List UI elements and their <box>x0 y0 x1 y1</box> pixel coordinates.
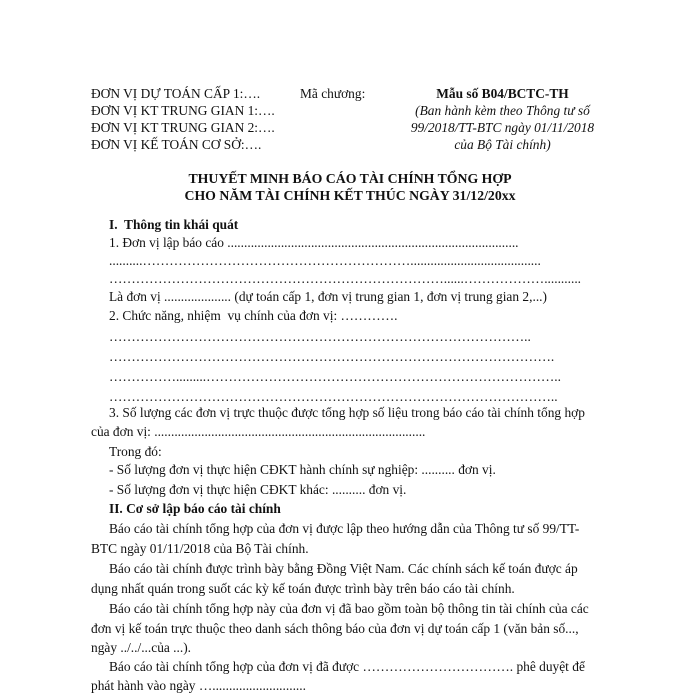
form-note-line-2: 99/2018/TT-BTC ngày 01/11/2018 <box>410 120 595 135</box>
functions-dots-3: …………….........…………………………………………………………………….. <box>109 369 561 384</box>
header-budget-unit-level1: ĐƠN VỊ DỰ TOÁN CẤP 1:…. <box>91 86 261 101</box>
chapter-code-label: Mã chương: <box>300 86 366 101</box>
basis-paragraph-4-line-2: phát hành vào ngày …............................ <box>91 678 306 693</box>
form-info-block <box>395 87 610 155</box>
section-1-heading: I. Thông tin khái quát <box>109 217 239 232</box>
header-intermediate-unit-1: ĐƠN VỊ KT TRUNG GIAN 1:…. <box>91 103 275 118</box>
basis-paragraph-2-line-2: dụng nhất quán trong suốt các kỳ kế toán được trình bày trên báo cáo tài chính. <box>91 581 515 596</box>
functions-dots-2: ………………………………………………………………………………………. <box>109 349 555 364</box>
admin-units-count-line: - Số lượng đơn vị thực hiện CĐKT hành chính sự nghiệp: .......... đơn vị. <box>109 462 496 477</box>
header-base-accounting-unit: ĐƠN VỊ KẾ TOÁN CƠ SỞ:…. <box>91 137 262 152</box>
basis-paragraph-4-line-1: Báo cáo tài chính tổng hợp của đơn vị đã được ……………………………. phê duyệt để <box>109 659 585 674</box>
basis-paragraph-3-line-3: ngày ../../...của ...). <box>91 640 192 655</box>
other-units-count-line: - Số lượng đơn vị thực hiện CĐKT khác: .......... đơn vị. <box>109 482 407 497</box>
reporting-unit-dots-1: ..........……………………………………………………....................................... <box>109 253 541 268</box>
unit-type-line: Là đơn vị .................... (dự toán cấp 1, đơn vị trung gian 1, đơn vị trung gian 2,...) <box>109 289 547 304</box>
functions-line: 2. Chức năng, nhiệm vụ chính của đơn vị: …………. <box>109 308 398 323</box>
basis-paragraph-2-line-1: Báo cáo tài chính được trình bày bằng Đồng Việt Nam. Các chính sách kế toán được áp <box>109 561 578 576</box>
report-title-line-2: CHO NĂM TÀI CHÍNH KẾT THÚC NGÀY 31/12/20xx <box>184 188 516 203</box>
reporting-unit-line: 1. Đơn vị lập báo cáo ....................................................................................... <box>109 235 519 250</box>
form-note-line-3: của Bộ Tài chính) <box>454 137 551 152</box>
form-note-line-1: (Ban hành kèm theo Thông tư số <box>415 103 590 118</box>
section-2-heading: II. Cơ sở lập báo cáo tài chính <box>109 501 281 516</box>
of-which-label: Trong đó: <box>109 444 162 459</box>
basis-paragraph-1-line-1: Báo cáo tài chính tổng hợp của đơn vị được lập theo hướng dẫn của Thông tư số 99/TT- <box>109 521 580 536</box>
functions-dots-1: ………………………………………………………………………………….. <box>109 329 531 344</box>
functions-dots-4: ……………………………………………………………………………………….. <box>109 389 558 404</box>
basis-paragraph-3-line-2: đơn vị kế toán trực thuộc theo danh sách thông báo của đơn vị dự toán cấp 1 (văn bản số..., <box>91 621 579 636</box>
report-title-line-1: THUYẾT MINH BÁO CÁO TÀI CHÍNH TỔNG HỢP <box>188 171 512 186</box>
header-intermediate-unit-2: ĐƠN VỊ KT TRUNG GIAN 2:…. <box>91 120 275 135</box>
subordinate-units-line-1: 3. Số lượng các đơn vị trực thuộc được tổng hợp số liệu trong báo cáo tài chính tổng hợp <box>109 405 585 420</box>
form-number: Mẫu số B04/BCTC-TH <box>436 86 569 101</box>
subordinate-units-line-2: của đơn vị: ................................................................................. <box>91 424 426 439</box>
basis-paragraph-3-line-1: Báo cáo tài chính tổng hợp này của đơn vị đã bao gồm toàn bộ thông tin tài chính của các <box>109 601 589 616</box>
basis-paragraph-1-line-2: BTC ngày 01/11/2018 của Bộ Tài chính. <box>91 541 309 556</box>
reporting-unit-dots-2: …………………………………………………………………......………………........... <box>109 271 582 286</box>
